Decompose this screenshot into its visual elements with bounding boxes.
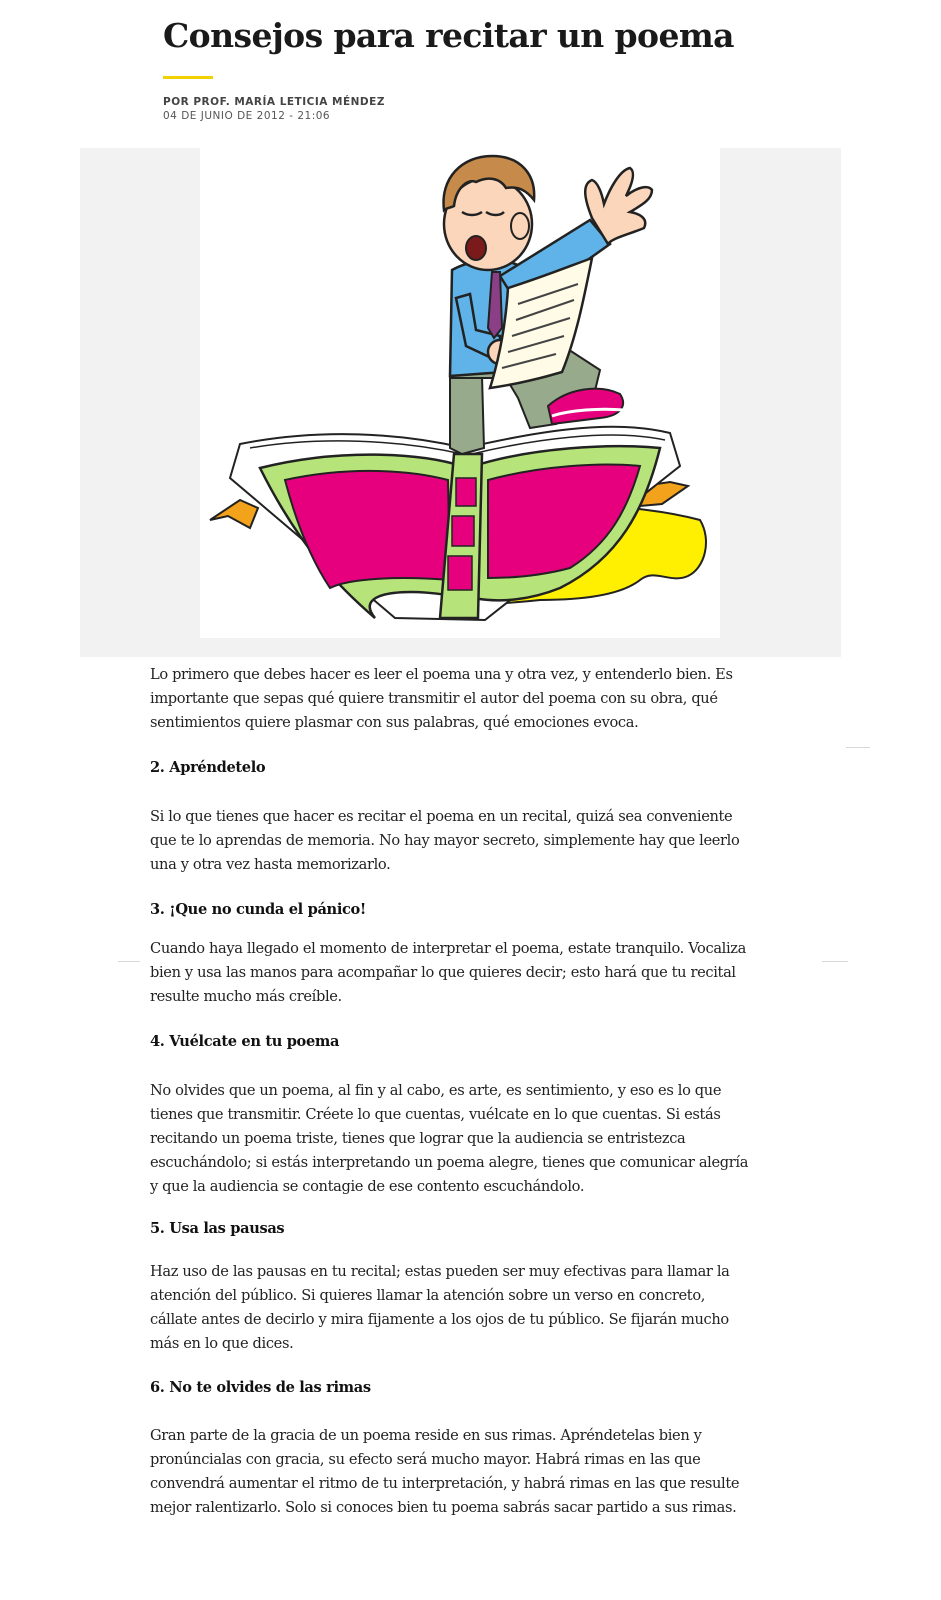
section-heading-4: 4. Vuélcate en tu poema [150, 1033, 340, 1050]
divider-mark [118, 961, 140, 962]
intro-paragraph: Lo primero que debes hacer es leer el poema una y otra vez, y entenderlo bien. Es importante que sepas qué quiere transmitir el autor del poema con su obra, qué sentimientos quiere plasmar con sus palabras, qué emociones evoca. [150, 666, 733, 731]
section-paragraph-5: Haz uso de las pausas en tu recital; estas pueden ser muy efectivas para llamar la atención del público. Si quieres llamar la atención sobre un verso en concreto, cállate antes de decirlo y mira fijamente a los ojos de tu público. Se fijarán mucho más en lo que dices. [150, 1263, 730, 1352]
section-paragraph-6: Gran parte de la gracia de un poema reside en sus rimas. Apréndetelas bien y pronúncialas con gracia, su efecto será mucho mayor. Habrá rimas en las que convendrá aumentar el ritmo de tu interpretación, y habrá rimas en las que resulte mejor ralentizarlo. Solo si conoces bien tu poema sabrás sacar partido a sus rimas. [150, 1427, 740, 1516]
section-paragraph-4: No olvides que un poema, al fin y al cabo, es arte, es sentimiento, y eso es lo que tienes que transmitir. Créete lo que cuentas, vuélcate en lo que cuentas. Si estás recitando un poema triste, tienes que lograr que la audiencia se entristezca escuchándolo; si estás interpretando un poema alegre, tienes que comunicar alegría y que la audiencia se contagie de ese contento escuchándolo. [150, 1082, 749, 1195]
section-heading-2: 2. Apréndetelo [150, 759, 266, 776]
section-heading-3: 3. ¡Que no cunda el pánico! [150, 901, 366, 918]
article-title: Consejos para recitar un poema [163, 16, 734, 55]
section-paragraph-3: Cuando haya llegado el momento de interpretar el poema, estate tranquilo. Vocaliza bien y usa las manos para acompañar lo que quieres decir; esto hará que tu recital resulte mucho más creíble. [150, 940, 746, 1005]
title-accent-rule [163, 76, 213, 79]
hero-illustration [200, 148, 720, 638]
article-date: 04 DE JUNIO DE 2012 - 21:06 [163, 110, 331, 122]
article-byline[interactable]: POR PROF. MARÍA LETICIA MÉNDEZ [163, 96, 385, 108]
divider-mark [822, 961, 848, 962]
section-heading-5: 5. Usa las pausas [150, 1220, 285, 1237]
section-paragraph-2: Si lo que tienes que hacer es recitar el poema en un recital, quizá sea conveniente que te lo aprendas de memoria. No hay mayor secreto, simplemente hay que leerlo una y otra vez hasta memorizarlo. [150, 808, 740, 873]
boy-reciting-on-book-illustration [200, 148, 720, 638]
section-heading-6: 6. No te olvides de las rimas [150, 1379, 371, 1396]
divider-mark [846, 747, 870, 748]
